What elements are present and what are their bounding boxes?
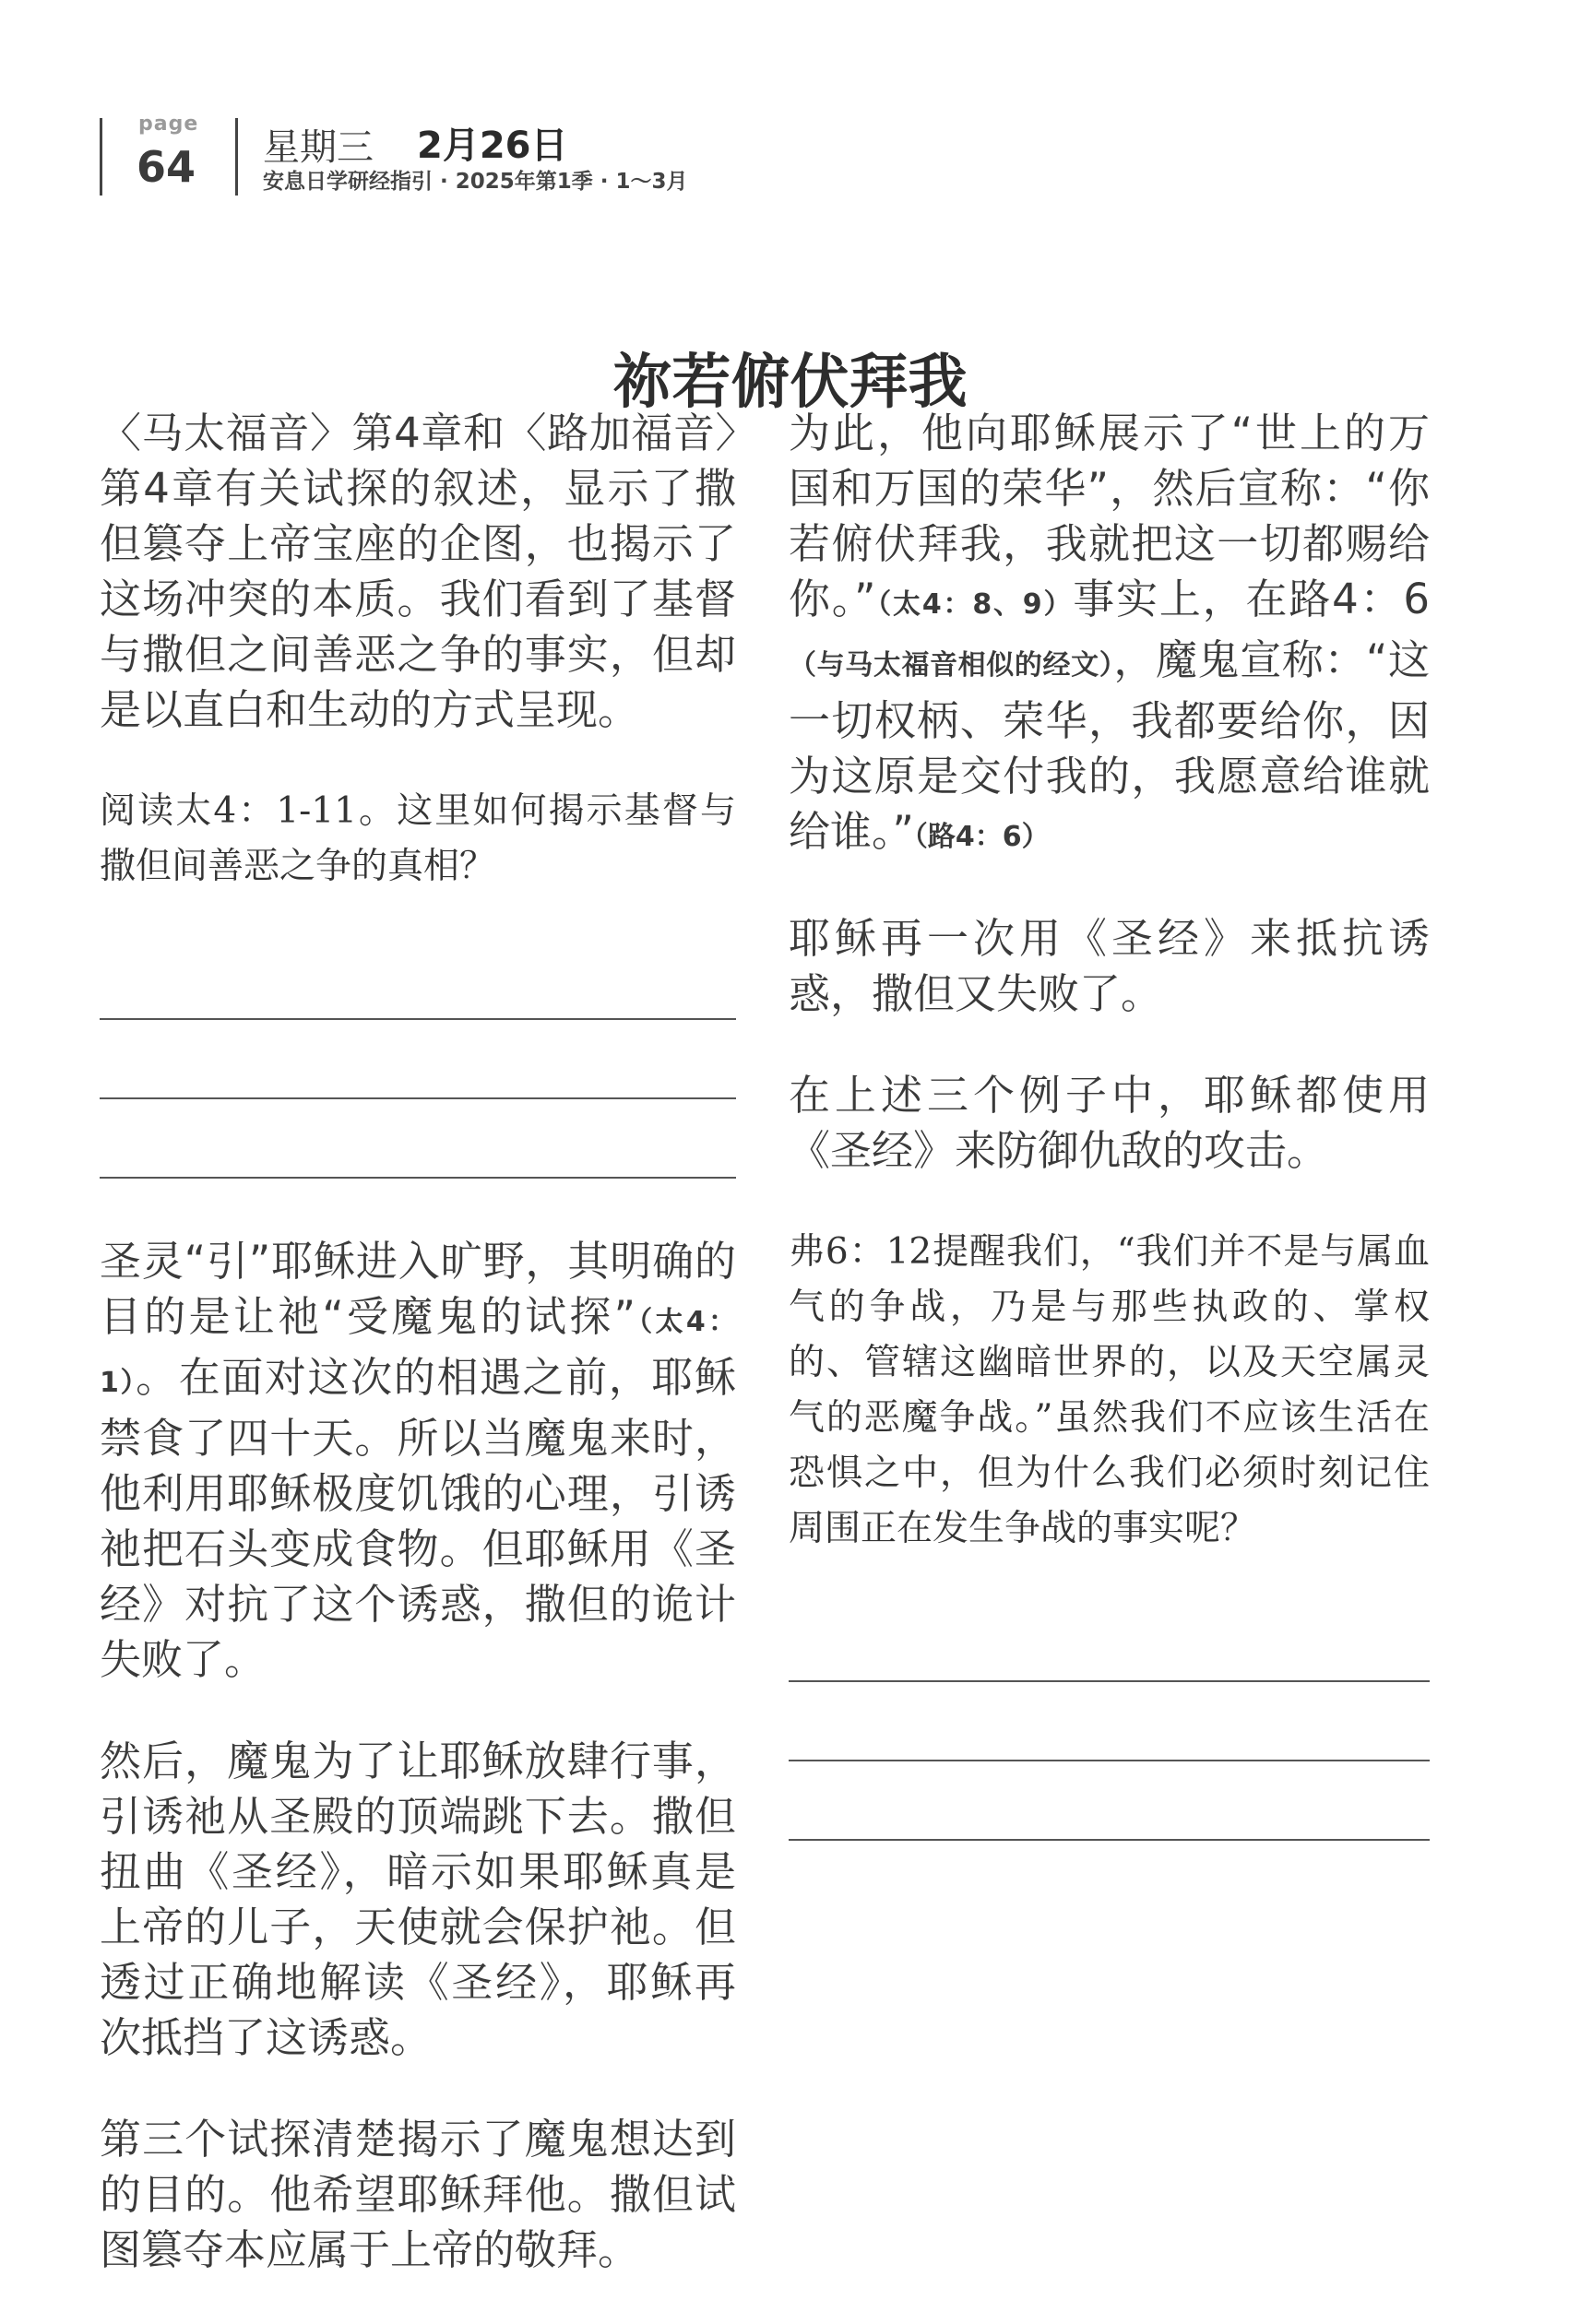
- answer-line[interactable]: [789, 1682, 1430, 1761]
- answer-line[interactable]: [100, 1020, 736, 1099]
- paragraph-kingdoms: [789, 406, 1430, 865]
- series-title: 安息日学研经指引 · 2025年第1季 · 1～3月: [263, 170, 688, 194]
- text-run: 。在面对这次的相遇之前，耶稣禁食了四十天。所以当魔鬼来时，他利用耶稣极度饥饿的心理，引诱祂把石头变成食物。但耶稣用《圣经》对抗了这个诱惑，撒但的诡计失败了。: [100, 1353, 736, 1684]
- paragraph-third-temptation: 第三个试探清楚揭示了魔鬼想达到的目的。他希望耶稣拜他。撒但试图篡夺本应属于上帝的敬拜。: [100, 2115, 736, 2274]
- text-run: 圣灵“引”耶稣进入旷野，其明确的目的是让祂“受魔鬼的试探”: [100, 1237, 736, 1341]
- text-run: 为此，他向耶稣展示了“世上的万国和万国的荣华”，然后宣称：“你若俯伏拜我，我就把这一切都赐给你。”: [789, 409, 1430, 623]
- page-header: [0, 0, 1580, 212]
- weekday: 星期三: [263, 126, 374, 169]
- answer-line[interactable]: [100, 1099, 736, 1179]
- right-column: [789, 406, 1430, 1896]
- study-question-2: 弗6：12提醒我们，“我们并不是与属血气的争战，乃是与那些执政的、掌权的、管辖这幽暗世界的，以及天空属灵气的恶魔争战。”虽然我们不应该生活在恐惧之中，但为什么我们必须时刻记住周围正在发生争战的事实呢？: [789, 1231, 1430, 1549]
- answer-line[interactable]: [789, 1603, 1430, 1682]
- study-question-1: 阅读太4：1-11。这里如何揭示基督与撒但间善恶之争的真相？: [100, 790, 736, 887]
- header-divider-left: [100, 118, 102, 196]
- page-number: 64: [136, 142, 196, 192]
- paragraph-summary: 在上述三个例子中，耶稣都使用《圣经》来防御仇敌的攻击。: [789, 1071, 1430, 1175]
- left-column: [100, 406, 736, 2324]
- date: 2月26日: [417, 125, 568, 167]
- answer-line[interactable]: [100, 941, 736, 1020]
- paragraph-intro: 〈马太福音〉第4章和〈路加福音〉第4章有关试探的叙述，显示了撒但篡夺上帝宝座的企图，也揭示了这场冲突的本质。我们看到了基督与撒但之间善恶之争的事实，但却是以直白和生动的方式呈现。: [100, 409, 736, 734]
- page-label: page: [138, 113, 199, 136]
- scripture-reference: （与马太福音相似的经文）: [789, 649, 1114, 682]
- header-divider-right: [235, 118, 238, 196]
- lesson-title: 祢若俯伏拜我: [612, 347, 968, 417]
- paragraph-second-temptation: 然后，魔鬼为了让耶稣放肆行事，引诱祂从圣殿的顶端跳下去。撒但扭曲《圣经》，暗示如果耶稣真是上帝的儿子，天使就会保护祂。但透过正确地解读《圣经》，耶稣再次抵挡了这诱惑。: [100, 1737, 736, 2062]
- scripture-reference: （太4：8、9）: [875, 588, 1074, 621]
- text-run: ，魔鬼宣称：“这一切权柄、荣华，我都要给你，因为这原是交付我的，我愿意给谁就给谁。”: [789, 635, 1430, 856]
- text-run: 事实上，在路4：6: [1073, 575, 1430, 623]
- answer-lines-2[interactable]: [789, 1603, 1430, 1841]
- paragraph-first-temptation: [100, 1234, 736, 1688]
- paragraph-resist: 耶稣再一次用《圣经》来抵抗诱惑，撒但又失败了。: [789, 914, 1430, 1018]
- scripture-reference: （路4：6）: [913, 821, 1050, 853]
- scripture-reference: （太4：1）: [100, 1306, 736, 1399]
- answer-lines-1[interactable]: [100, 941, 736, 1179]
- answer-line[interactable]: [789, 1761, 1430, 1841]
